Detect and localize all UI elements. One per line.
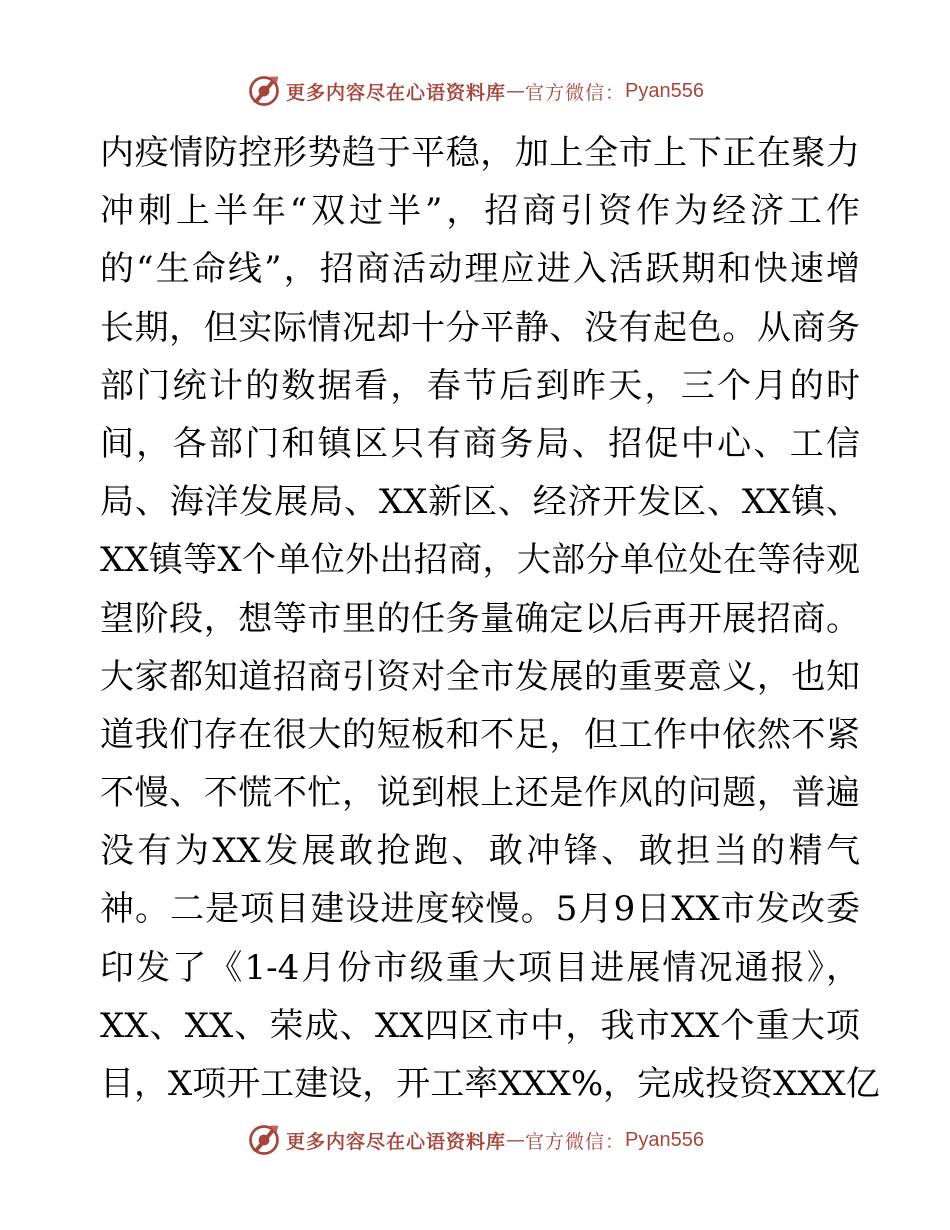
banner-dash: — xyxy=(506,80,526,102)
text-line: 的“生命线”，招商活动理应进入活跃期和快速增 xyxy=(100,249,860,290)
text-line: 部门统计的数据看，春节后到昨天，三个月的时 xyxy=(100,365,860,406)
header-banner xyxy=(0,71,950,111)
banner-wechat-label: 官方微信： xyxy=(525,81,626,104)
text-line: 不慢、不慌不忙，说到根上还是作风的问题，普遍 xyxy=(100,773,860,814)
banner-dash: — xyxy=(506,1129,526,1151)
text-line: 冲刺上半年“双过半”，招商引资作为经济工作 xyxy=(100,191,860,232)
text-line: XX、XX、荣成、XX四区市中，我市XX个重大项 xyxy=(100,1005,860,1046)
banner-wechat-label: 官方微信： xyxy=(525,1130,626,1153)
text-line: 道我们存在很大的短板和不足，但工作中依然不紧 xyxy=(100,714,860,755)
text-line: XX镇等X个单位外出招商，大部分单位处在等待观 xyxy=(100,540,860,581)
banner-wechat-id: Pyan556 xyxy=(625,79,704,102)
logo-icon xyxy=(246,73,282,109)
text-line: 间，各部门和镇区只有商务局、招促中心、工信 xyxy=(100,423,860,464)
banner-slogan: 更多内容尽在心语资料库 xyxy=(286,81,507,104)
banner-wechat-id: Pyan556 xyxy=(625,1128,704,1151)
text-line: 目，X项开工建设，开工率XXX%，完成投资XXX亿 xyxy=(100,1064,880,1104)
text-line: 内疫情防控形势趋于平稳，加上全市上下正在聚力 xyxy=(100,133,860,173)
text-line: 没有为XX发展敢抢跑、敢冲锋、敢担当的精气 xyxy=(100,831,860,872)
text-line: 望阶段，想等市里的任务量确定以后再开展招商。 xyxy=(100,598,860,639)
footer-banner xyxy=(0,1120,950,1160)
text-line: 神。二是项目建设进度较慢。5月9日XX市发改委 xyxy=(100,889,860,930)
text-line: 局、海洋发展局、XX新区、经济开发区、XX镇、 xyxy=(100,482,860,523)
body-paragraph xyxy=(100,124,880,1113)
banner-slogan: 更多内容尽在心语资料库 xyxy=(286,1130,507,1153)
text-line: 印发了《1-4月份市级重大项目进展情况通报》， xyxy=(100,947,860,988)
text-line: 大家都知道招商引资对全市发展的重要意义，也知 xyxy=(100,656,860,697)
text-line: 长期，但实际情况却十分平静、没有起色。从商务 xyxy=(100,307,860,348)
logo-icon xyxy=(246,1122,282,1158)
